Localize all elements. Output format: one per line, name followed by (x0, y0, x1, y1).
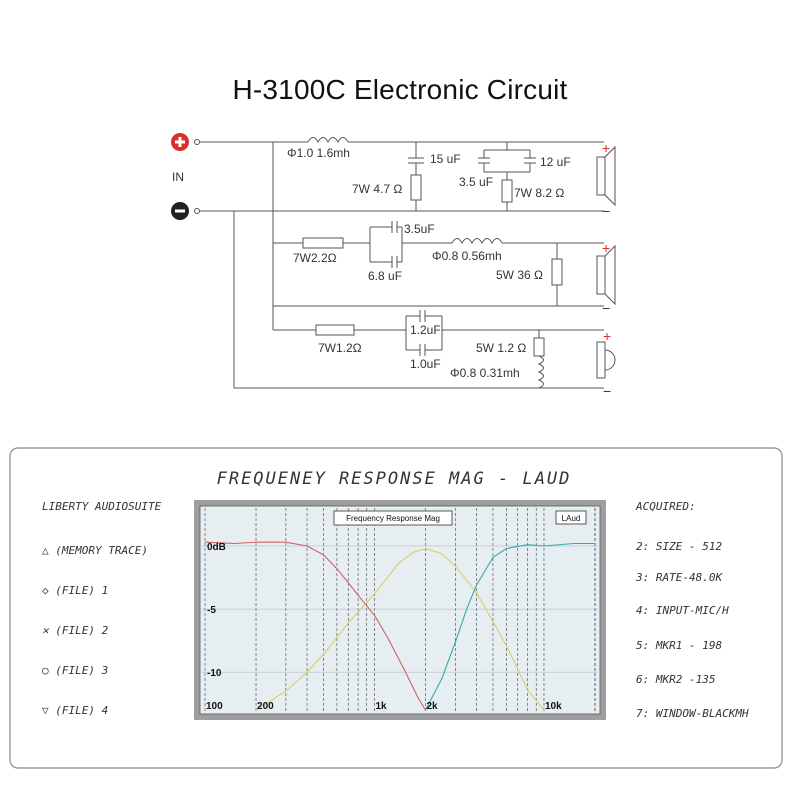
mid-plus-mark: + (602, 240, 611, 256)
x-tick-label: 10k (544, 701, 562, 712)
trace-item-file-2[interactable]: ✕ (FILE) 2 (42, 624, 109, 637)
tweeter-speaker (597, 342, 605, 378)
panel-right-title: ACQUIRED: (636, 500, 696, 513)
tweeter-resistor-shunt (534, 338, 544, 356)
minus-input-icon (171, 202, 189, 220)
chart-plot-area (200, 506, 600, 714)
woofer-inductor-label: Φ1.0 1.6mh (287, 146, 350, 160)
chart-corner-label: LAud (561, 514, 581, 523)
acquired-item-mkr1: 5: MKR1 - 198 (636, 639, 723, 652)
tweeter-cap-a-label: 1.2uF (410, 323, 441, 337)
woofer-inductor (308, 138, 348, 143)
woofer-res2-label: 7W 8.2 Ω (514, 186, 565, 200)
panel-header: FREQUENEY RESPONSE MAG - LAUD (216, 469, 572, 489)
woofer-speaker (597, 157, 605, 195)
mid-resistor-shunt (552, 259, 562, 285)
x-tick-label: 200 (257, 701, 274, 712)
trace-item-file-1[interactable]: ◇ (FILE) 1 (42, 584, 109, 597)
x-tick-label: 100 (206, 701, 223, 712)
mid-res-series-label: 7W2.2Ω (293, 251, 337, 265)
page-title: H-3100C Electronic Circuit (232, 74, 568, 105)
input-label: IN (172, 170, 184, 184)
plus-input-icon (171, 133, 189, 151)
acquired-item-mkr2: 6: MKR2 -135 (636, 673, 716, 686)
y-tick-label: -5 (207, 605, 216, 617)
tweeter-res-shunt-label: 5W 1.2 Ω (476, 341, 527, 355)
mid-resistor-series (303, 238, 343, 248)
panel-left-title: LIBERTY AUDIOSUITE (42, 500, 162, 513)
tweeter-plus-mark: + (603, 328, 612, 344)
tweeter-inductor (539, 356, 544, 388)
mid-cap-b-label: 6.8 uF (368, 269, 403, 283)
woofer-resistor-1 (411, 175, 421, 200)
woofer-cap2-label: 12 uF (540, 155, 571, 169)
mid-minus-mark: − (602, 300, 611, 316)
analyzer-panel (0, 440, 800, 800)
y-tick-label: 0dB (207, 542, 226, 553)
woofer-res1-label: 7W 4.7 Ω (352, 182, 403, 196)
woofer-plus-mark: + (602, 140, 611, 156)
woofer-cap3-label: 3.5 uF (459, 175, 494, 189)
trace-item-file-4[interactable]: ▽ (FILE) 4 (42, 704, 109, 717)
woofer-cap1-label: 15 uF (430, 152, 461, 166)
x-tick-label: 2k (426, 701, 438, 712)
x-tick-label: 1k (375, 701, 387, 712)
input-plus-terminal (195, 140, 200, 145)
mid-res-shunt-label: 5W 36 Ω (496, 268, 543, 282)
tweeter-res-series-label: 7W1.2Ω (318, 341, 362, 355)
trace-item-memory[interactable]: △ (MEMORY TRACE) (42, 544, 148, 557)
tweeter-inductor-label: Φ0.8 0.31mh (450, 366, 520, 380)
mid-inductor (452, 239, 502, 244)
mid-inductor-label: Φ0.8 0.56mh (432, 249, 502, 263)
y-tick-label: -10 (207, 668, 222, 680)
acquired-item-rate: 3: RATE-48.0K (636, 571, 723, 584)
acquired-item-input: 4: INPUT-MIC/H (636, 604, 729, 617)
mid-speaker (597, 256, 605, 294)
input-minus-terminal (195, 209, 200, 214)
chart-title: Frequency Response Mag (346, 514, 440, 523)
acquired-item-window: 7: WINDOW-BLACKMH (636, 707, 749, 720)
tweeter-minus-mark: − (603, 383, 612, 399)
tweeter-resistor-series (316, 325, 354, 335)
trace-item-file-3[interactable]: ○ (FILE) 3 (42, 664, 109, 677)
tweeter-cap-b-label: 1.0uF (410, 357, 441, 371)
acquired-item-size: 2: SIZE - 512 (636, 540, 723, 553)
woofer-minus-mark: − (602, 203, 611, 219)
woofer-resistor-2 (502, 180, 512, 202)
mid-cap-a-label: 3.5uF (404, 222, 435, 236)
